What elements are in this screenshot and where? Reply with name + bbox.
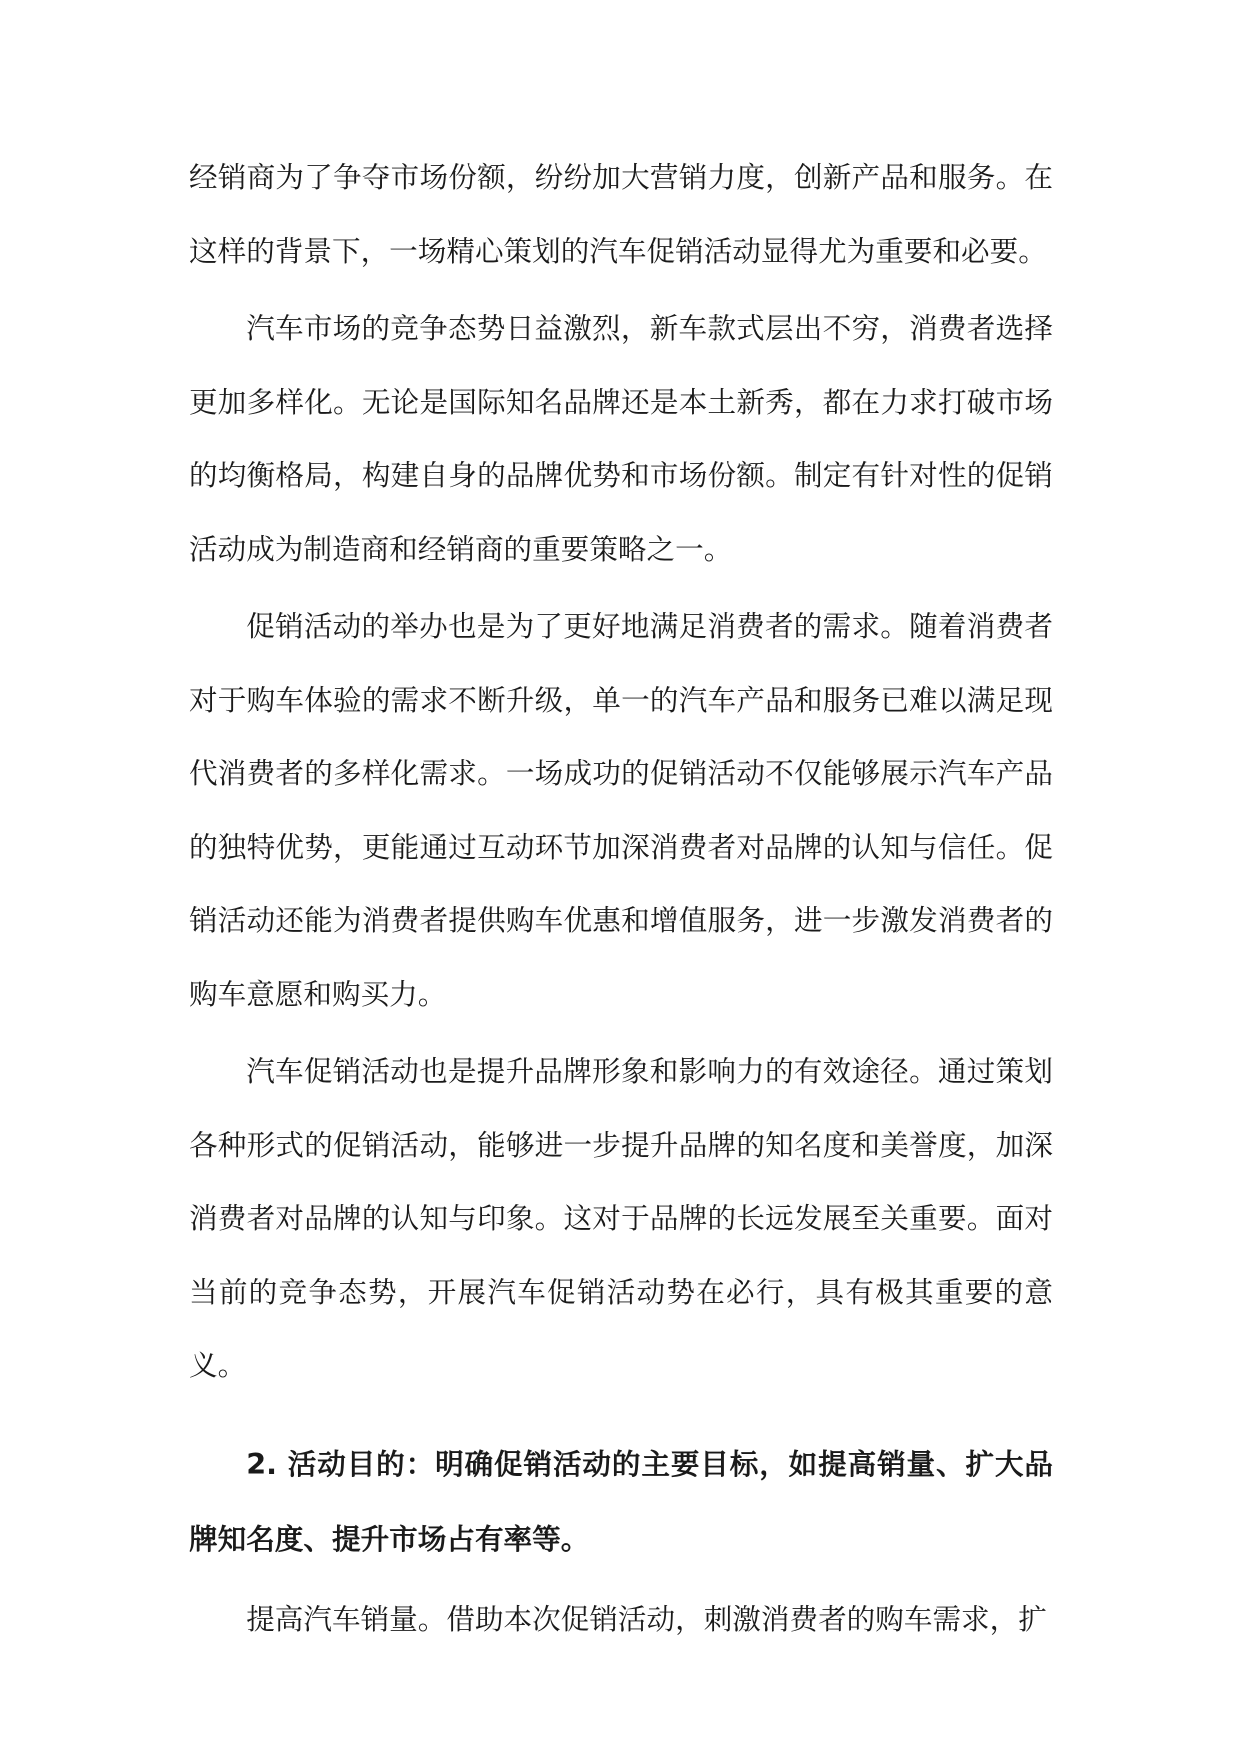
paragraph-consumer-needs: 促销活动的举办也是为了更好地满足消费者的需求。随着消费者对于购车体验的需求不断升级，单一的汽车产品和服务已难以满足现代消费者的多样化需求。一场成功的促销活动不仅能够展示汽车产品的独特优势，更能通过互动环节加深消费者对品牌的认知与信任。促销活动还能为消费者提供购车优惠和增值服务，进一步激发消费者的购车意愿和购买力。 <box>189 609 1053 1011</box>
paragraph-market-competition: 汽车市场的竞争态势日益激烈，新车款式层出不穷，消费者选择更加多样化。无论是国际知名品牌还是本土新秀，都在力求打破市场的均衡格局，构建自身的品牌优势和市场份额。制定有针对性的促销活动成为制造商和经销商的重要策略之一。 <box>189 311 1053 566</box>
paragraph-increase-sales: 提高汽车销量。借助本次促销活动，刺激消费者的购车需求，扩 <box>246 1601 1047 1636</box>
document-body <box>189 141 1053 1656</box>
section-heading-activity-goals: 2. 活动目的：明确促销活动的主要目标，如提高销量、扩大品牌知名度、提升市场占有率等。 <box>189 1446 1053 1556</box>
paragraph-continued: 经销商为了争夺市场份额，纷纷加大营销力度，创新产品和服务。在这样的背景下，一场精心策划的汽车促销活动显得尤为重要和必要。 <box>189 160 1053 268</box>
paragraph-brand-image: 汽车促销活动也是提升品牌形象和影响力的有效途径。通过策划各种形式的促销活动，能够进一步提升品牌的知名度和美誉度，加深消费者对品牌的认知与印象。这对于品牌的长远发展至关重要。面对当前的竞争态势，开展汽车促销活动势在必行，具有极其重要的意义。 <box>189 1054 1053 1382</box>
